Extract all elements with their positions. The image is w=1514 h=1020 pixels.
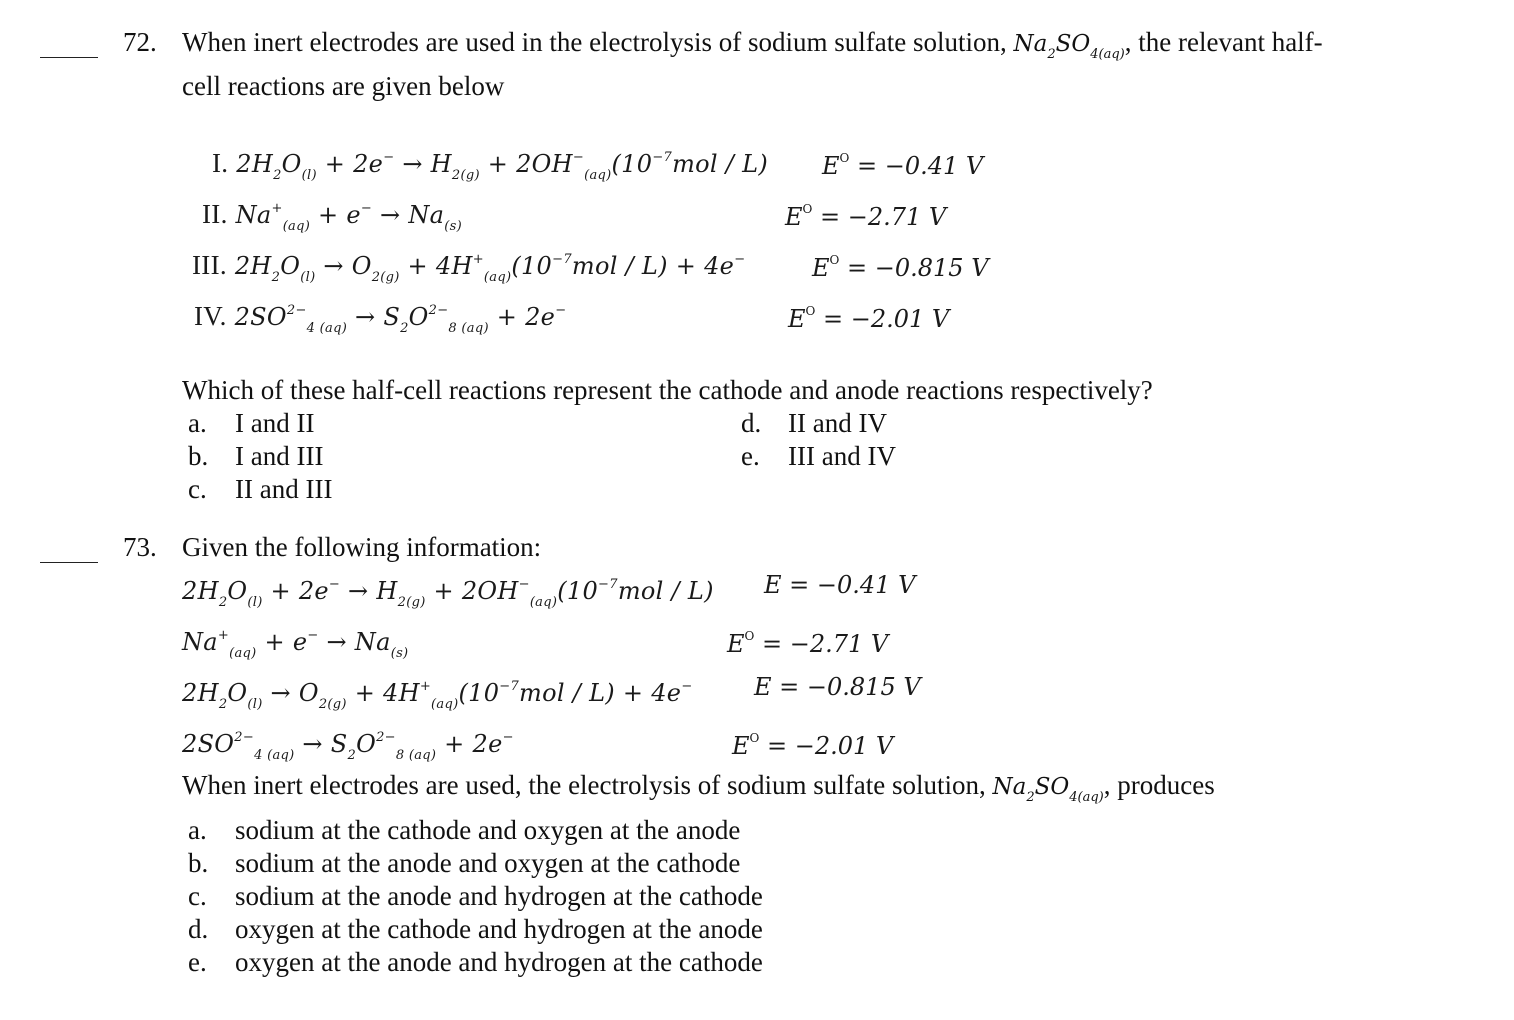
option-d[interactable]: d. oxygen at the cathode and hydrogen at the anode	[188, 914, 763, 944]
potential-1: E = −0.41 V	[764, 571, 916, 599]
answer-blank-72[interactable]	[40, 57, 98, 58]
formula-na2so4: $Na_2SO_{4(aq)}$	[992, 774, 1104, 805]
reaction-2: $Na^+_{(aq)} + e^- \to Na_{(s)}$	[182, 628, 409, 661]
potential-iii: $E^O = -0.815$ V	[812, 253, 989, 282]
reaction-3: $2H_2O_{(l)} \to O_{2(g)} + 4H^+_{(aq)}(10^{-7}mol / L) + 4e^-$	[182, 679, 693, 712]
question-stem: When inert electrodes are used, the electrolysis of sodium sulfate solution, $Na_2SO_{4(aq)}$, produces	[182, 770, 1215, 805]
potential-3: E = −0.815 V	[754, 673, 921, 701]
stem-text-after: , the relevant half-	[1124, 27, 1323, 57]
question-prompt: Which of these half-cell reactions represent the cathode and anode reactions respectively?	[182, 375, 1153, 405]
option-a[interactable]: a. I and II	[188, 408, 315, 438]
question-stem	[182, 26, 1323, 71]
stem-text: When inert electrodes are used in the electrolysis of sodium sulfate solution,	[182, 27, 1007, 57]
option-e[interactable]: e. oxygen at the anode and hydrogen at the cathode	[188, 947, 763, 977]
option-a[interactable]: a. sodium at the cathode and oxygen at the anode	[188, 815, 741, 845]
option-d[interactable]: d. II and IV	[741, 408, 887, 438]
reaction-iv: IV. $2SO^{2-}_{4 (aq)} \to S_2O^{2-}_{8 (aq)} + 2e^-$	[194, 301, 567, 336]
question-number: 72.	[123, 27, 157, 57]
question-stem-line2: cell reactions are given below	[182, 71, 505, 101]
potential-ii: $E^O = -2.71$ V	[785, 202, 947, 231]
option-c[interactable]: c. sodium at the anode and hydrogen at the cathode	[188, 881, 763, 911]
option-c[interactable]: c. II and III	[188, 474, 333, 504]
option-e[interactable]: e. III and IV	[741, 441, 896, 471]
question-number: 73.	[123, 532, 157, 562]
reaction-4: $2SO^{2-}_{4 (aq)} \to S_2O^{2-}_{8 (aq)} + 2e^-$	[182, 730, 514, 763]
potential-4: $E^O = -2.01$ V	[732, 731, 894, 760]
answer-blank-73[interactable]	[40, 562, 98, 563]
reaction-i: I. $2H_2O_{(l)} + 2e^- \to H_{2(g)} + 2OH^-_{(aq)}(10^{-7}mol / L)$	[212, 148, 769, 183]
option-b[interactable]: b. sodium at the anode and oxygen at the cathode	[188, 848, 741, 878]
option-b[interactable]: b. I and III	[188, 441, 324, 471]
potential-2: $E^O = -2.71$ V	[727, 629, 889, 658]
question-intro: Given the following information:	[182, 532, 542, 562]
formula-na2so4: $Na_2SO_{4(aq)}$	[1013, 31, 1125, 62]
reaction-1: $2H_2O_{(l)} + 2e^- \to H_{2(g)} + 2OH^-_{(aq)}(10^{-7}mol / L)$	[182, 577, 714, 610]
reaction-iii: III. $2H_2O_{(l)} \to O_{2(g)} + 4H^+_{(aq)}(10^{-7}mol / L) + 4e^-$	[192, 250, 746, 285]
potential-iv: $E^O = -2.01$ V	[788, 304, 950, 333]
potential-i: $E^O = -0.41$ V	[822, 151, 984, 180]
reaction-ii: II. $Na^+_{(aq)} + e^- \to Na_{(s)}$	[202, 199, 462, 234]
